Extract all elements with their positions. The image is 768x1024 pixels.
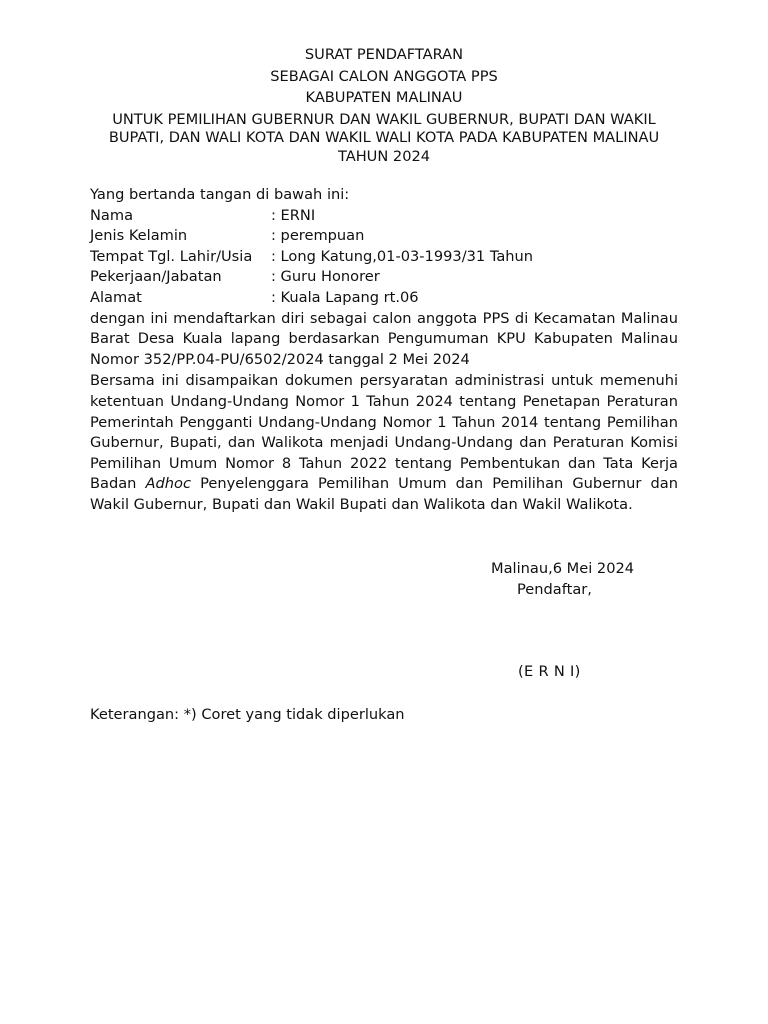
- field-label: Alamat: [90, 288, 142, 306]
- title-line-4c: TAHUN 2024: [337, 147, 431, 165]
- field-value: : ERNI: [271, 206, 316, 224]
- field-row-nama: [90, 206, 678, 227]
- title-line-1: SURAT PENDAFTARAN: [304, 46, 464, 63]
- field-label: Nama: [90, 206, 134, 224]
- registration-paragraph: dengan ini mendaftarkan diri sebagai calon anggota PPS di Kecamatan Malinau Barat Desa Kuala lapang berdasarkan Pengumuman KPU Kabupaten Malinau Nomor 352/PP.04-PU/6502/2024 tanggal 2 Mei 2024: [90, 309, 678, 368]
- field-row-pekerjaan: [90, 267, 678, 288]
- signature-role: Pendaftar,: [517, 581, 592, 598]
- field-label: Jenis Kelamin: [90, 227, 188, 245]
- field-value: : Long Katung,01-03-1993/31 Tahun: [271, 247, 534, 265]
- documents-paragraph-italic: Adhoc: [145, 475, 191, 493]
- field-label: Pekerjaan/Jabatan: [90, 268, 222, 286]
- document-page: [90, 46, 678, 723]
- signature-block: [491, 558, 634, 682]
- documents-paragraph-start: Bersama ini disampaikan dokumen persyaratan administrasi untuk memenuhi ketentuan Undang-Undang Nomor 1 Tahun 2024 tentang Penetapan Peraturan Pemerintah Pengganti Undang-Undang Nomor 1 Tahun 2014 tentang Pemilihan Gubernur, Bupati, dan Walikota menjadi Undang-Undang dan Peraturan Komisi Pemilihan Umum Nomor 8 Tahun 2022 tentang Pembentukan dan Tata Kerja Badan: [90, 372, 678, 493]
- field-row-jenis-kelamin: [90, 226, 678, 247]
- field-value: : Guru Honorer: [271, 268, 380, 286]
- intro-text: Yang bertanda tangan di bawah ini:: [90, 186, 350, 203]
- footnote: Keterangan: *) Coret yang tidak diperlukan: [90, 706, 405, 723]
- field-value: : Kuala Lapang rt.06: [271, 288, 419, 306]
- documents-paragraph-end: Penyelenggara Pemilihan Umum dan Pemilihan Gubernur dan Wakil Gubernur, Bupati dan Wakil Bupati dan Walikota dan Wakil Walikota.: [90, 475, 678, 513]
- documents-paragraph: [90, 371, 678, 515]
- field-row-alamat: [90, 288, 678, 309]
- title-line-4b: BUPATI, DAN WALI KOTA DAN WAKIL WALI KOTA PADA KABUPATEN MALINAU: [108, 129, 660, 146]
- signature-name: (E R N I): [518, 663, 581, 680]
- field-label: Tempat Tgl. Lahir/Usia: [90, 247, 253, 265]
- identity-fields: [90, 206, 678, 309]
- field-row-tempat-tgl-lahir: [90, 247, 678, 268]
- field-value: : perempuan: [271, 227, 365, 245]
- signature-place-date: Malinau,6 Mei 2024: [491, 560, 635, 577]
- title-line-3: KABUPATEN MALINAU: [305, 89, 463, 106]
- title-line-4a: UNTUK PEMILIHAN GUBERNUR DAN WAKIL GUBERNUR, BUPATI DAN WAKIL: [112, 110, 656, 128]
- title-line-2: SEBAGAI CALON ANGGOTA PPS: [270, 67, 498, 85]
- document-title: [90, 46, 678, 166]
